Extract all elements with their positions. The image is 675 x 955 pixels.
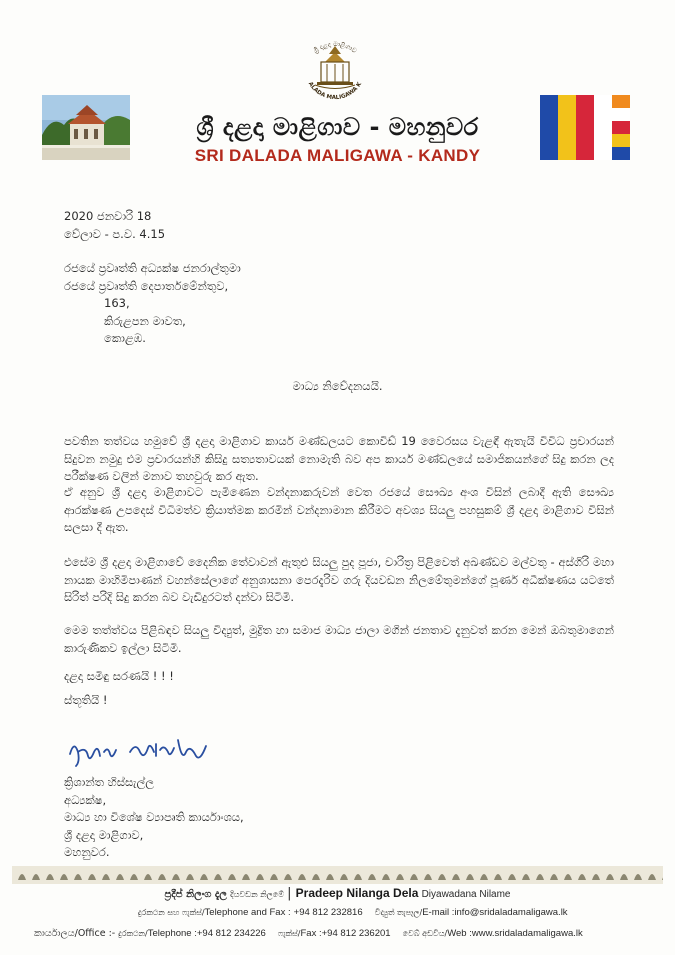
letter-subject: මාධ්‍ය නිවේදනයයි.	[292, 379, 383, 393]
letter-thanks: ස්තූතියි !	[64, 693, 108, 707]
signer-institution: ශ්‍රී දළදා මාළිගාව,	[64, 827, 144, 842]
letter-time: වේලාව - ප.ව. 4.15	[64, 226, 166, 241]
footer-name-english: Pradeep Nilanga Dela	[295, 886, 419, 900]
signer-department: මාධ්‍ය හා විශේෂ ව්‍යාපෘති කාර්යාංශය,	[64, 810, 244, 824]
fax-value: +94 812 236201	[321, 928, 391, 939]
svg-text:SRI DALADA MALIGAWA KANDY: ALADA MALIGAWA K	[306, 81, 364, 102]
address-line: කොළඹ.	[104, 331, 146, 345]
tel-fax-value: +94 812 232816	[293, 907, 363, 918]
address-line: කිරුළපන මාවත,	[104, 313, 186, 328]
fax-label-en: Fax :	[300, 928, 322, 939]
letterhead-title-sinhala: ශ්‍රී දළදා මාළිගාව - මහනුවර	[196, 113, 479, 141]
web-label-si: වෙබ් අඩවිය/	[402, 929, 448, 938]
temple-emblem-logo	[295, 32, 375, 110]
letter-paragraph: පවතින තත්වය හමුවේ ශ්‍රී දළදා මාළිගාව කාර්ය මණ්ඩලයට කොවිඩ් 19 වෛරසය වැළඳී ඇතැයි විවිධ ප්‍රචාරයන් සිදුවන නමුදු එම ප්‍රචාරයන්හි කිසිදු සත්‍යතාවයක් නොමැති බව අප කාර්ය මණ්ඩලයේ සමාජිකයන්ගේ සිදු කරන ලද පරීක්ෂණ වලින් මනාව තහවුරු කර ඇත.	[64, 434, 614, 483]
letterhead-title-english: SRI DALADA MALIGAWA - KANDY	[194, 146, 481, 165]
address-line: 163,	[104, 296, 130, 310]
letter-paragraph: මෙම තත්ත්වය පිළිබඳව සියලු විද්‍යුත්, මුද්‍රිත හා සමාජ මාධ්‍ය ජාලා මගින් ජනතාව දැනුවත් කරන මෙන් ඔබතුමාගෙන් කාරුණිකව ඉල්ලා සිටිමි.	[64, 623, 614, 655]
signer-city: මහනුවර.	[64, 845, 110, 859]
footer-decorative-border	[12, 866, 663, 884]
footer-title-sinhala: දියවඩන නිලමේ	[230, 890, 284, 899]
fax-label-si: ෆැක්ස්/	[277, 929, 301, 938]
footer-nilame-name	[0, 886, 675, 901]
letter-closing: දළදා සමිඳු සරණයි ! ! !	[64, 669, 174, 683]
web-link[interactable]: www.sridaladamaligawa.lk	[471, 928, 583, 939]
email-link[interactable]: info@sridaladamaligawa.lk	[454, 907, 568, 918]
svg-text:ශ්‍රී දළදා මාළිගාව: ශ්‍රී දළදා මාළිගාව	[311, 39, 359, 55]
email-label-en: E-mail :	[422, 907, 455, 918]
signer-block	[64, 774, 244, 862]
footer-contact-line-2	[34, 928, 583, 939]
letter-paragraph: ඒ අනුව ශ්‍රී දළදා මාළිගාවට පැමිණෙන වන්දනාකරුවන් වෙත රජයේ සෞඛ්‍ය අංශ විසින් ලබාදී ඇති සෞඛ්‍ය ආරක්ෂණ උපදෙස් විධිමත්ව ක්‍රියාත්මක කරමින් වන්දනාමාන කිරීමට අවශ්‍ය සියලු පහසුකම් ශ්‍රී දළදා මාළිගාව විසින් සලසා දී ඇත.	[64, 485, 614, 534]
letter-paragraph: එසේම ශ්‍රී දළදා මාළිගාවේ දෛනික තේවාවන් ඇතුළු සියලු පුද පූජා, චාරිත්‍ර පිළිවෙත් අඛණ්ඩව මල්වතු - අස්ගිරි මහා නායක මාහිමිපාණන් වහන්සේලාගේ අනුශාසනා පෙරදැරිව ගරු දියවඩන නිලමේතුමන්ගේ පූර්ණ අධීක්ෂණය යටතේ සිරිත් පරිදි සිදු කරන බව වැඩිදුරටත් දන්වා සිටිමි.	[64, 555, 614, 604]
signer-title: අධ්‍යක්ෂ,	[64, 792, 107, 807]
address-line: රජයේ ප්‍රවෘත්ති දෙපාර්තමේන්තුව,	[64, 278, 229, 293]
office-tel-label-si: දුරකථන/	[118, 929, 148, 938]
footer-separator: |	[287, 886, 296, 901]
handwritten-signature	[64, 722, 224, 772]
footer-title-english: Diyawadana Nilame	[421, 889, 511, 900]
web-label-en: Web :	[447, 928, 472, 939]
tel-fax-label-si: දුරකථන සහ ෆැක්ස්/	[138, 908, 205, 917]
recipient-address	[64, 260, 241, 348]
email-label-si: විද්‍යුත් තැපෑල/	[374, 908, 423, 917]
office-label: කාර්යාලය/Office :-	[34, 928, 116, 939]
footer-name-sinhala: ප්‍රදීප් නිලංග දැල	[164, 889, 227, 900]
letter-date: 2020 ජනවාරි 18	[64, 209, 152, 223]
office-tel-label-en: Telephone :	[147, 928, 197, 939]
flag-band-orange	[612, 95, 630, 108]
footer-contact-line-1	[138, 907, 568, 918]
address-line: රජයේ ප්‍රවෘත්ති අධ්‍යක්ෂ ජනරාල්තුමා	[64, 261, 241, 275]
signer-name: ක්‍රිශාන්ත හිස්සැල්ල	[64, 775, 155, 789]
letter-date-block	[64, 208, 165, 243]
tel-fax-label-en: Telephone and Fax :	[204, 907, 291, 918]
office-tel-value: +94 812 234226	[196, 928, 266, 939]
